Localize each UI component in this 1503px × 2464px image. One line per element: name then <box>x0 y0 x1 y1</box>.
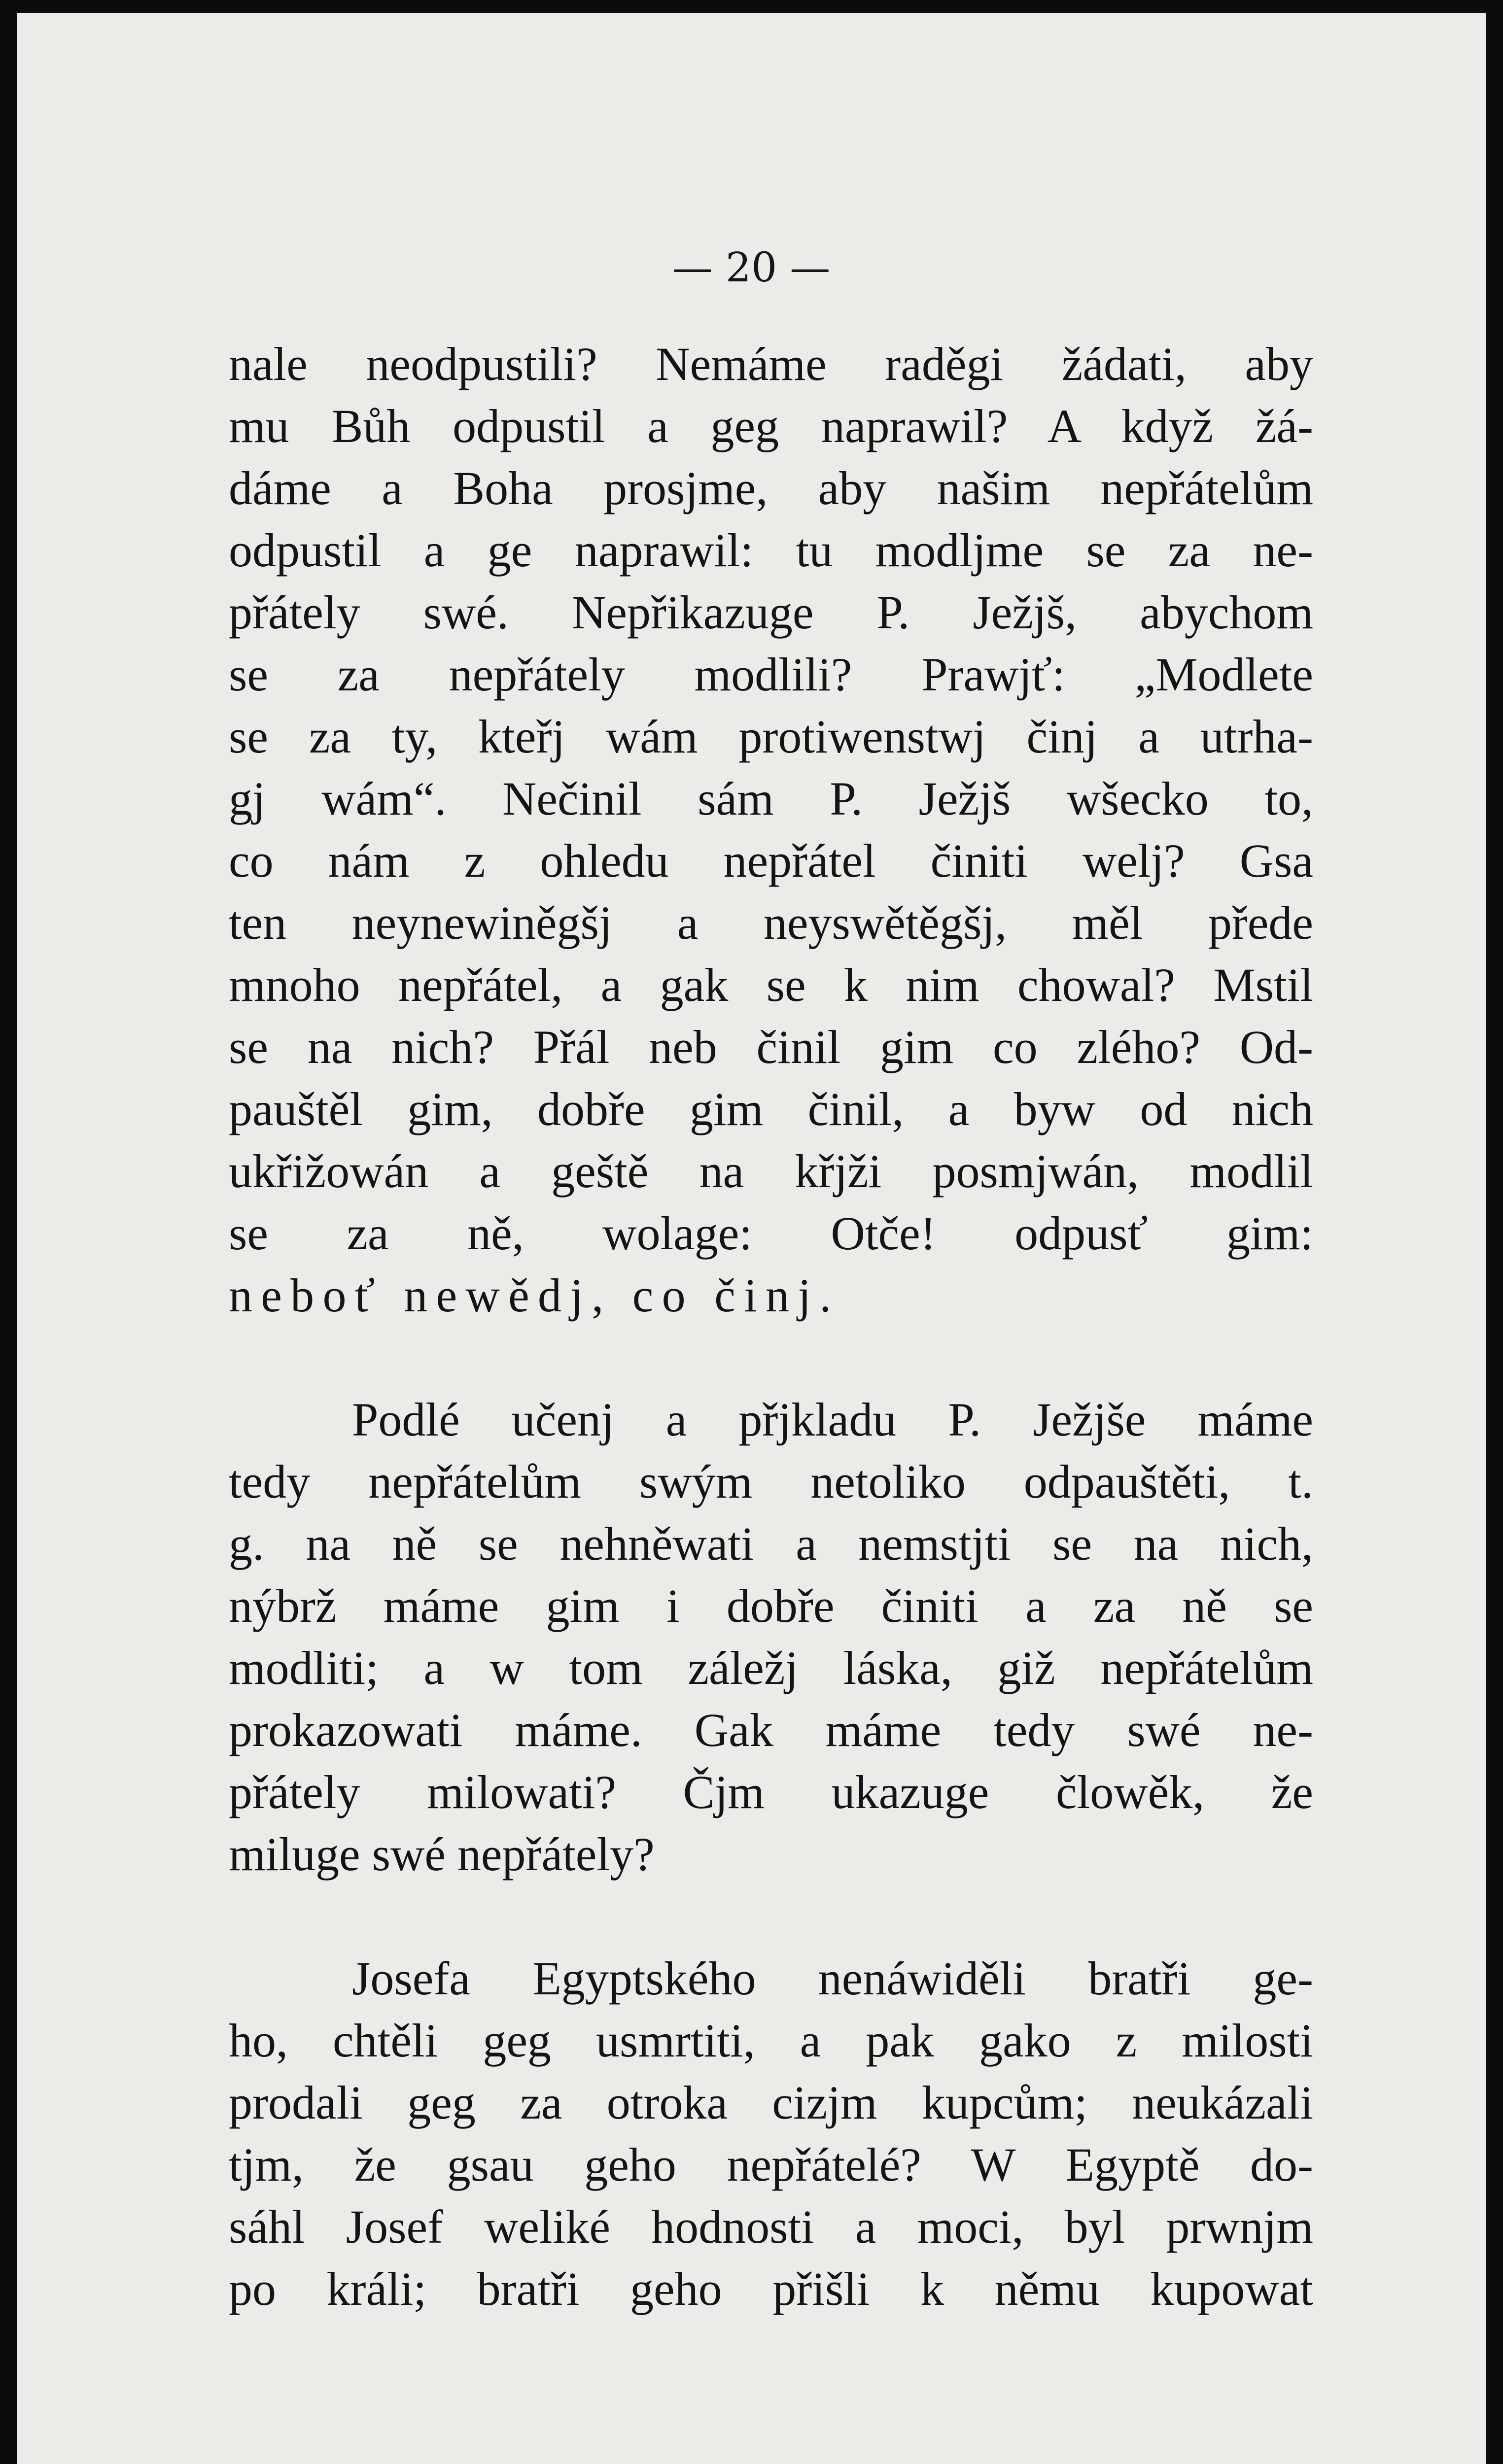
text-line: mnoho nepřátel, a gak se k nim chowal? Mstil <box>229 958 1313 1011</box>
text-line: g. na ně se nehněwati a nemstjti se na nich, <box>229 1517 1313 1570</box>
text-line: prodali geg za otroka cizjm kupcům; neukázali <box>229 2076 1313 2129</box>
text-line: mu Bůh odpustil a geg naprawil? A když žá- <box>229 400 1313 452</box>
paragraph-2 <box>229 1389 1313 1885</box>
text-line: se na nich? Přál neb činil gim co zlého? Od- <box>229 1021 1313 1073</box>
text-line: prokazowati máme. Gak máme tedy swé ne- <box>229 1704 1313 1756</box>
text-line: dáme a Boha prosjme, aby našim nepřátelům <box>229 462 1313 514</box>
body-text <box>229 333 1313 2320</box>
text-line: po králi; bratři geho přišli k němu kupowat <box>229 2262 1313 2315</box>
text-line: pauštěl gim, dobře gim činil, a byw od nich <box>229 1083 1313 1135</box>
text-line: ukřižowán a geště na křjži posmjwán, modlil <box>229 1145 1313 1198</box>
text-line: neboť newědj, co činj. <box>229 1269 840 1322</box>
text-line: modliti; a w tom záležj láska, giž nepřátelům <box>229 1642 1313 1694</box>
text-line: gj wám“. Nečinil sám P. Ježjš wšecko to, <box>229 772 1313 825</box>
text-line: přátely swé. Nepřikazuge P. Ježjš, abychom <box>229 586 1313 639</box>
book-page <box>17 13 1486 2464</box>
paragraph-3 <box>229 1948 1313 2320</box>
text-line: se za nepřátely modlili? Prawjť: „Modlete <box>229 648 1313 701</box>
text-line: tedy nepřátelům swým netoliko odpauštěti, t. <box>229 1455 1313 1508</box>
paragraph-1 <box>229 333 1313 1327</box>
page-number: — 20 — <box>672 244 831 291</box>
text-line: nale neodpustili? Nemáme raděgi žádati, aby <box>229 338 1313 390</box>
text-line: se za ně, wolage: Otče! odpusť gim: <box>229 1207 1313 1260</box>
text-line: miluge swé nepřátely? <box>229 1828 655 1881</box>
text-line: se za ty, kteřj wám protiwenstwj činj a utrha- <box>229 710 1313 763</box>
text-line: tjm, že gsau geho nepřátelé? W Egyptě do- <box>229 2138 1313 2191</box>
text-line: odpustil a ge naprawil: tu modljme se za ne- <box>229 524 1313 577</box>
text-line: nýbrž máme gim i dobře činiti a za ně se <box>229 1579 1313 1632</box>
text-line: Podlé učenj a přjkladu P. Ježjše máme <box>352 1393 1313 1446</box>
text-line: Josefa Egyptského nenáwiděli bratři ge- <box>352 1952 1313 2005</box>
text-line: ho, chtěli geg usmrtiti, a pak gako z milosti <box>229 2014 1313 2067</box>
text-line: ten neynewiněgšj a neyswětěgšj, měl přede <box>229 896 1313 949</box>
text-line: sáhl Josef weliké hodnosti a moci, byl prwnjm <box>229 2200 1313 2253</box>
text-line: co nám z ohledu nepřátel činiti welj? Gsa <box>229 834 1313 887</box>
text-line: přátely milowati? Čjm ukazuge člowěk, že <box>229 1766 1313 1818</box>
